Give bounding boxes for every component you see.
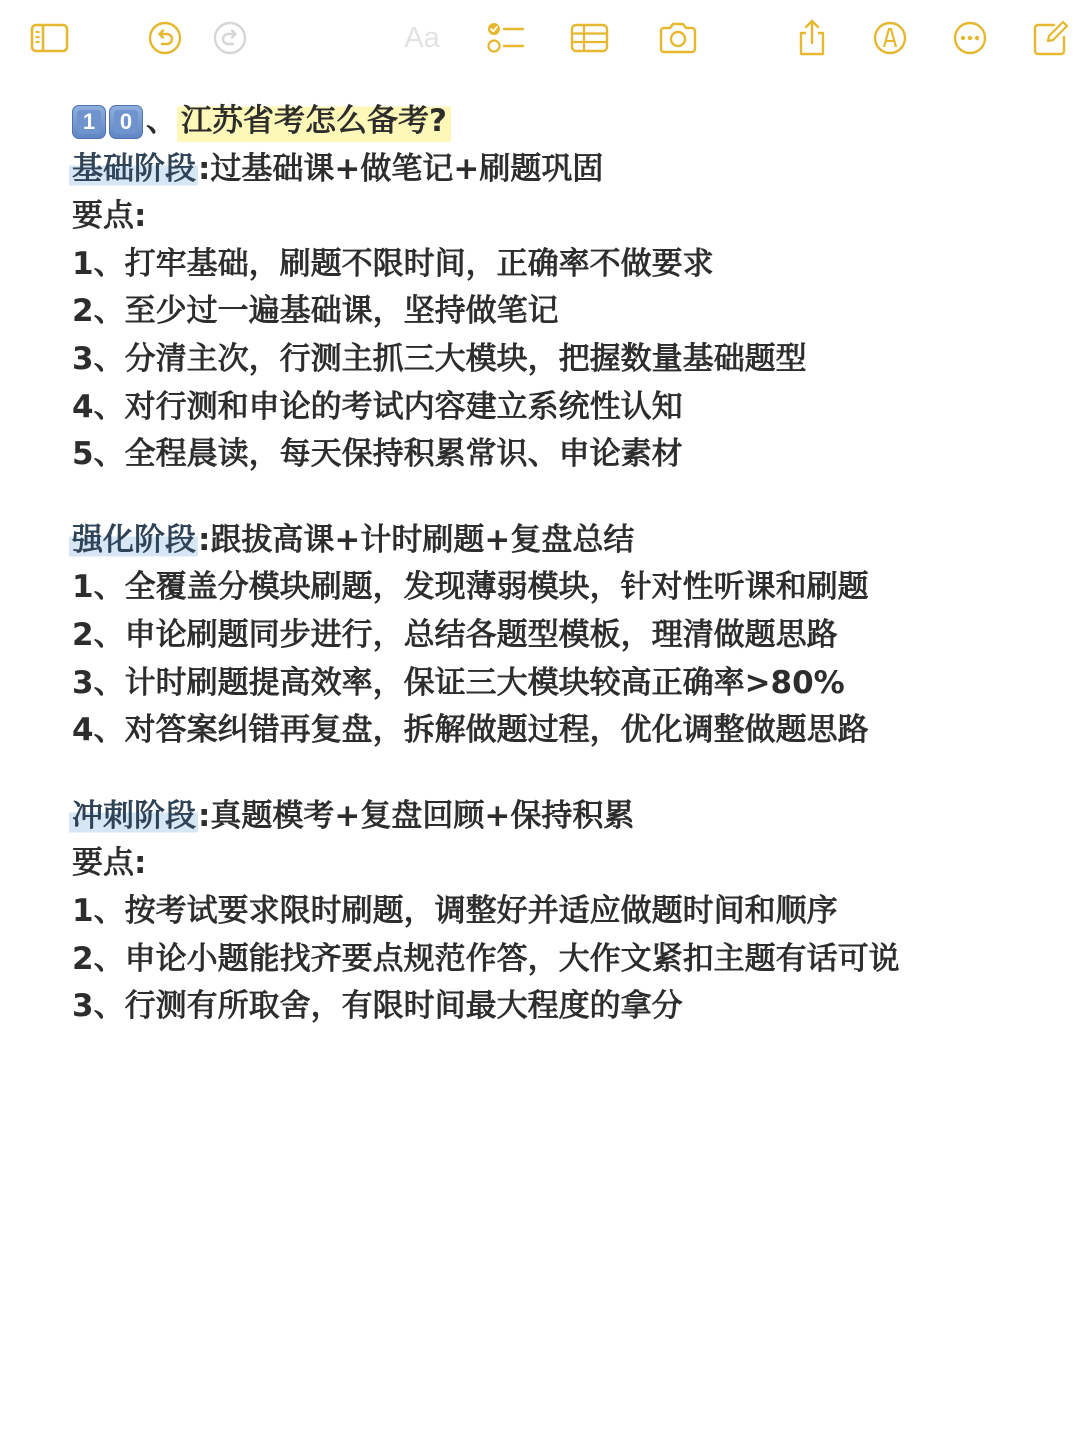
compose-icon [1032, 19, 1072, 57]
section-heading-label: 强化阶段 [69, 522, 198, 558]
section-subheading: 要点: [72, 845, 147, 882]
undo-icon [147, 20, 183, 56]
section-heading-label: 冲刺阶段 [69, 798, 198, 834]
list-item: 3、行测有所取舍，有限时间最大程度的拿分 [72, 988, 683, 1025]
list-item: 3、计时刷题提高效率，保证三大模块较高正确率>80% [72, 664, 845, 701]
list-item: 1、全覆盖分模块刷题，发现薄弱模块，针对性听课和刷题 [72, 569, 869, 606]
format-text-icon[interactable]: Aa [404, 21, 440, 54]
compose-button[interactable] [1030, 16, 1074, 60]
section-heading [72, 146, 1032, 194]
keycap-digit-0: 0 [109, 105, 143, 139]
list-item: 2、申论小题能找齐要点规范作答，大作文紧扣主题有话可说 [72, 940, 900, 977]
list-item: 1、按考试要求限时刷题，调整好并适应做题时间和顺序 [72, 892, 838, 929]
note-title [72, 98, 1032, 146]
title-separator: 、 [146, 103, 177, 139]
list-item: 1、打牢基础，刷题不限时间，正确率不做要求 [72, 245, 714, 282]
undo-button[interactable] [143, 16, 187, 60]
note-body[interactable] [72, 98, 1032, 1031]
redo-button[interactable] [208, 16, 252, 60]
section-basic [72, 146, 1032, 479]
list-item: 4、对行测和申论的考试内容建立系统性认知 [72, 388, 683, 425]
keycap-digit-1: 1 [72, 105, 106, 139]
list-item: 2、至少过一遍基础课，坚持做笔记 [72, 293, 559, 330]
notes-toolbar [0, 0, 1080, 80]
section-intensive [72, 517, 1032, 755]
section-heading [72, 517, 1032, 565]
share-button[interactable] [790, 16, 834, 60]
section-spacer [72, 755, 1032, 793]
checklist-button[interactable] [484, 16, 528, 60]
section-heading-detail: :真题模考+复盘回顾+保持积累 [198, 797, 635, 834]
table-button[interactable] [568, 16, 612, 60]
more-button[interactable] [948, 16, 992, 60]
sidebar-icon [30, 22, 70, 54]
share-icon [795, 18, 829, 58]
more-icon [952, 20, 988, 56]
title-text: 江苏省考怎么备考? [177, 98, 451, 146]
section-heading-detail: :跟拔高课+计时刷题+复盘总结 [198, 521, 635, 558]
table-icon [570, 22, 610, 54]
section-heading-label: 基础阶段 [69, 151, 198, 187]
camera-icon [657, 21, 699, 55]
redo-icon [212, 20, 248, 56]
list-item: 4、对答案纠错再复盘，拆解做题过程，优化调整做题思路 [72, 712, 869, 749]
list-item: 3、分清主次，行测主抓三大模块，把握数量基础题型 [72, 340, 807, 377]
section-sprint [72, 793, 1032, 1031]
markup-icon [872, 20, 908, 56]
list-item: 5、全程晨读，每天保持积累常识、申论素材 [72, 436, 683, 473]
camera-button[interactable] [656, 16, 700, 60]
markup-button[interactable] [868, 16, 912, 60]
checklist-icon [486, 20, 526, 56]
section-heading [72, 793, 1032, 841]
section-heading-detail: :过基础课+做笔记+刷题巩固 [198, 150, 604, 187]
section-spacer [72, 479, 1032, 517]
sidebar-toggle-button[interactable] [28, 16, 72, 60]
list-item: 2、申论刷题同步进行，总结各题型模板，理清做题思路 [72, 616, 838, 653]
section-subheading: 要点: [72, 198, 147, 235]
